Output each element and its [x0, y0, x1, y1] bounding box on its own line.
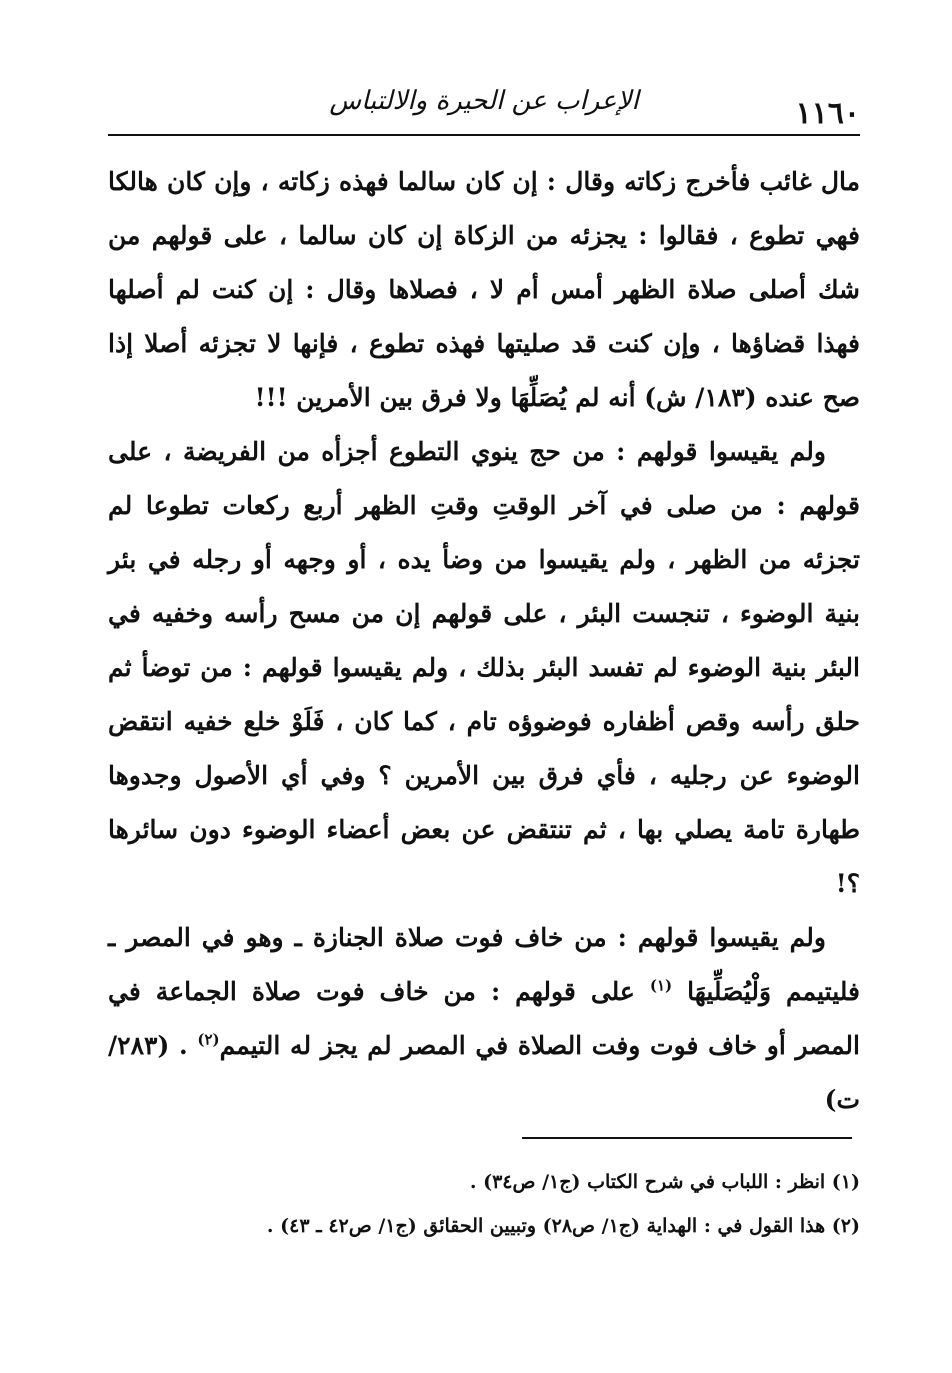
footnotes	[108, 1160, 860, 1248]
footnote-1: (١) انظر : اللباب في شرح الكتاب (ج١/ ص٣٤) .	[469, 1171, 860, 1193]
paragraph-2: ولم يقيسوا قولهم : من حج ينوي التطوع أجزأه من الفريضة ، على قولهم : من صلى في آخر الوقتِ وقتِ الظهر أربع ركعات تطوعا لم تجزئه من الظهر ، ولم يقيسوا من وضأ يده ، أو وجهه أو رجله في بئر بنية الوضوء ، تنجست البئر ، على قولهم إن من مسح رأسه وخفيه في البئر بنية الوضوء لم تفسد البئر بذلك ، ولم يقيسوا قولهم : من توضأ ثم حلق رأسه وقص أظفاره فوضوؤه تام ، كما كان ، فَلَوْ خلع خفيه انتقض الوضوء عن رجليه ، فأي فرق بين الأمرين ؟ وفي أي الأصول وجدوها طهارة تامة يصلي بها ، ثم تنتقض عن بعض أعضاء الوضوء دون سائرها ؟!	[108, 437, 860, 898]
paragraph-3	[108, 911, 860, 1127]
page-number: ١١٦٠	[795, 96, 860, 131]
paragraph-3-part-3: . (٢٨٣/ت)	[108, 1031, 860, 1114]
footnote-marker-1[interactable]: (١)	[649, 976, 673, 995]
page-header	[108, 86, 860, 132]
footnote-divider	[522, 1137, 852, 1139]
paragraph-1: مال غائب فأخرج زكاته وقال : إن كان سالما فهذه زكاته ، وإن كان هالكا فهي تطوع ، فقالوا : يجزئه من الزكاة إن كان سالما ، على قولهم من شك أصلى صلاة الظهر أمس أم لا ، فصلاها وقال : إن كنت لم أصلها فهذا قضاؤها ، وإن كنت قد صليتها فهذه تطوع ، فإنها لا تجزئه أصلا إذا صح عنده (١٨٣/ ش) أنه لم يُصَلِّهَا ولا فرق بين الأمرين !!!	[108, 167, 860, 412]
header-divider	[108, 134, 860, 136]
paragraph-3-part-2: على قولهم : من خاف فوت صلاة الجماعة في المصر أو خاف فوت وفت الصلاة في المصر لم يجز له التيمم	[108, 977, 860, 1060]
paragraph-3-part-1: ولم يقيسوا قولهم : من خاف فوت صلاة الجنازة ـ وهو في المصر ـ فليتيمم وَلْيُصَلِّيهَا	[108, 923, 860, 1006]
footnote-2: (٢) هذا القول في : الهداية (ج١/ ص٢٨) وتبيين الحقائق (ج١/ ص٤٢ ـ ٤٣) .	[266, 1215, 860, 1237]
main-text	[108, 155, 860, 1127]
book-title: الإعراب عن الحيرة والالتباس	[329, 86, 639, 116]
footnote-marker-2[interactable]: (٢)	[197, 1030, 220, 1049]
